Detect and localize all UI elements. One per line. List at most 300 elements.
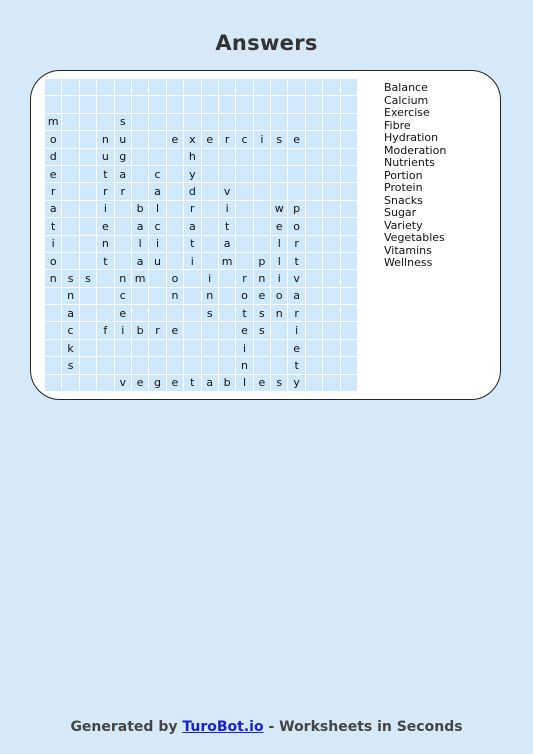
grid-cell	[323, 149, 340, 166]
grid-cell: t	[97, 166, 114, 183]
grid-cell	[341, 79, 358, 96]
answer-card	[30, 70, 501, 400]
grid-cell	[149, 270, 166, 287]
grid-cell: s	[80, 270, 97, 287]
grid-cell	[80, 201, 97, 218]
grid-cell	[271, 149, 288, 166]
grid-cell: t	[288, 253, 305, 270]
grid-cell	[254, 201, 271, 218]
grid-cell: o	[288, 218, 305, 235]
grid-cell	[149, 114, 166, 131]
grid-cell: a	[149, 183, 166, 200]
grid-cell	[184, 357, 201, 374]
grid-cell	[45, 79, 62, 96]
grid-cell: e	[254, 288, 271, 305]
grid-cell	[80, 96, 97, 113]
grid-cell: r	[115, 183, 132, 200]
grid-cell: b	[132, 201, 149, 218]
grid-cell: a	[184, 218, 201, 235]
grid-cell	[167, 114, 184, 131]
grid-cell: t	[45, 218, 62, 235]
grid-cell	[115, 357, 132, 374]
grid-cell	[80, 131, 97, 148]
grid-cell	[45, 288, 62, 305]
grid-cell	[184, 305, 201, 322]
word-list-item: Calcium	[384, 93, 429, 107]
grid-cell	[115, 201, 132, 218]
grid-cell: i	[97, 201, 114, 218]
grid-cell: v	[288, 270, 305, 287]
grid-cell: o	[271, 288, 288, 305]
grid-cell	[184, 340, 201, 357]
grid-cell	[306, 375, 323, 392]
grid-cell	[306, 357, 323, 374]
grid-cell	[271, 183, 288, 200]
grid-cell	[62, 114, 79, 131]
grid-cell	[80, 322, 97, 339]
grid-cell	[341, 340, 358, 357]
grid-cell: o	[167, 270, 184, 287]
grid-cell	[132, 149, 149, 166]
grid-cell: l	[271, 236, 288, 253]
grid-cell	[62, 166, 79, 183]
grid-cell	[341, 270, 358, 287]
grid-cell	[254, 149, 271, 166]
grid-cell	[45, 375, 62, 392]
grid-cell: p	[254, 253, 271, 270]
grid-cell: b	[219, 375, 236, 392]
grid-cell	[132, 357, 149, 374]
grid-cell	[97, 288, 114, 305]
word-list-item: Protein	[384, 181, 423, 194]
word-search-grid	[45, 79, 358, 392]
grid-cell	[323, 236, 340, 253]
grid-cell	[341, 375, 358, 392]
grid-cell	[202, 322, 219, 339]
grid-cell: g	[115, 149, 132, 166]
grid-cell	[132, 305, 149, 322]
word-list-item: Vegetables	[384, 231, 445, 244]
grid-cell: n	[97, 236, 114, 253]
turobot-link[interactable]: TuroBot.io	[182, 719, 264, 735]
grid-cell: u	[149, 253, 166, 270]
grid-cell	[149, 96, 166, 113]
grid-cell	[45, 340, 62, 357]
grid-cell	[236, 201, 253, 218]
grid-cell	[323, 166, 340, 183]
grid-cell	[62, 375, 79, 392]
grid-cell	[80, 288, 97, 305]
grid-cell: a	[132, 253, 149, 270]
grid-cell: v	[219, 183, 236, 200]
grid-cell	[306, 340, 323, 357]
grid-cell	[341, 96, 358, 113]
grid-cell	[80, 149, 97, 166]
grid-cell	[149, 79, 166, 96]
grid-cell	[219, 322, 236, 339]
grid-cell	[236, 96, 253, 113]
grid-cell	[80, 305, 97, 322]
grid-cell	[97, 357, 114, 374]
grid-cell	[184, 114, 201, 131]
grid-cell: r	[45, 183, 62, 200]
grid-cell: i	[45, 236, 62, 253]
grid-cell	[62, 218, 79, 235]
grid-cell	[306, 166, 323, 183]
grid-cell	[288, 183, 305, 200]
grid-cell: s	[115, 114, 132, 131]
grid-cell: a	[115, 166, 132, 183]
grid-cell: i	[271, 270, 288, 287]
grid-cell: e	[288, 131, 305, 148]
grid-cell: x	[184, 131, 201, 148]
grid-cell	[306, 114, 323, 131]
grid-cell: e	[288, 340, 305, 357]
grid-cell	[323, 288, 340, 305]
grid-cell	[80, 218, 97, 235]
grid-cell	[45, 96, 62, 113]
grid-cell	[271, 322, 288, 339]
grid-cell: n	[254, 270, 271, 287]
grid-cell	[323, 183, 340, 200]
grid-cell	[80, 166, 97, 183]
grid-cell	[167, 236, 184, 253]
grid-cell	[254, 114, 271, 131]
grid-cell	[202, 166, 219, 183]
grid-cell	[236, 166, 253, 183]
grid-cell: s	[271, 375, 288, 392]
grid-cell: f	[97, 322, 114, 339]
grid-cell	[167, 201, 184, 218]
grid-cell	[202, 96, 219, 113]
grid-cell	[323, 114, 340, 131]
grid-cell	[236, 114, 253, 131]
grid-cell: l	[132, 236, 149, 253]
footer	[0, 719, 533, 735]
grid-cell	[219, 149, 236, 166]
grid-cell: s	[202, 305, 219, 322]
grid-cell: a	[62, 305, 79, 322]
grid-cell: c	[149, 166, 166, 183]
grid-cell	[167, 96, 184, 113]
grid-cell: e	[167, 375, 184, 392]
grid-cell	[132, 131, 149, 148]
grid-cell: n	[236, 357, 253, 374]
grid-cell	[202, 236, 219, 253]
grid-cell: h	[184, 149, 201, 166]
grid-cell	[219, 340, 236, 357]
grid-cell	[236, 218, 253, 235]
grid-cell	[115, 96, 132, 113]
grid-cell	[149, 149, 166, 166]
grid-cell: s	[62, 270, 79, 287]
grid-cell: s	[254, 322, 271, 339]
grid-cell: e	[115, 305, 132, 322]
grid-cell	[97, 270, 114, 287]
grid-cell	[167, 218, 184, 235]
word-list-item: Portion	[384, 168, 423, 182]
grid-cell	[184, 79, 201, 96]
grid-cell	[115, 340, 132, 357]
footer-suffix: - Worksheets in Seconds	[268, 719, 463, 735]
grid-cell: n	[271, 305, 288, 322]
grid-cell	[115, 236, 132, 253]
grid-cell	[45, 322, 62, 339]
grid-cell	[288, 96, 305, 113]
grid-cell: e	[132, 375, 149, 392]
grid-cell: r	[184, 201, 201, 218]
grid-cell: e	[236, 322, 253, 339]
grid-cell	[219, 96, 236, 113]
grid-cell	[341, 357, 358, 374]
word-list	[384, 82, 446, 270]
grid-cell	[323, 218, 340, 235]
grid-cell: d	[184, 183, 201, 200]
grid-cell: s	[271, 131, 288, 148]
grid-cell	[271, 114, 288, 131]
grid-cell: p	[288, 201, 305, 218]
grid-cell: c	[236, 131, 253, 148]
grid-cell	[167, 253, 184, 270]
grid-cell: i	[219, 201, 236, 218]
grid-cell	[80, 253, 97, 270]
grid-cell	[254, 218, 271, 235]
grid-cell	[167, 79, 184, 96]
grid-cell	[184, 96, 201, 113]
grid-cell	[202, 183, 219, 200]
grid-cell	[80, 357, 97, 374]
grid-cell	[288, 114, 305, 131]
grid-cell: o	[45, 253, 62, 270]
grid-cell: i	[184, 253, 201, 270]
grid-cell	[202, 253, 219, 270]
grid-cell	[306, 236, 323, 253]
grid-cell	[115, 253, 132, 270]
grid-cell	[341, 201, 358, 218]
grid-cell	[132, 183, 149, 200]
grid-cell	[341, 149, 358, 166]
grid-cell	[323, 375, 340, 392]
grid-cell	[219, 79, 236, 96]
grid-cell: t	[97, 253, 114, 270]
word-list-item: Wellness	[384, 256, 433, 269]
grid-cell: t	[184, 375, 201, 392]
grid-cell: a	[202, 375, 219, 392]
grid-cell	[306, 201, 323, 218]
grid-cell	[167, 149, 184, 166]
grid-cell	[341, 253, 358, 270]
grid-cell	[132, 114, 149, 131]
grid-cell	[62, 96, 79, 113]
grid-cell	[306, 131, 323, 148]
grid-cell	[306, 270, 323, 287]
grid-cell	[167, 305, 184, 322]
grid-cell	[306, 79, 323, 96]
grid-cell: i	[149, 236, 166, 253]
word-list-item: Moderation	[384, 143, 447, 157]
grid-cell: r	[97, 183, 114, 200]
grid-cell	[202, 357, 219, 374]
grid-cell	[45, 305, 62, 322]
word-list-item: Vitamins	[384, 243, 432, 257]
grid-cell	[288, 149, 305, 166]
grid-cell: b	[132, 322, 149, 339]
grid-cell	[341, 322, 358, 339]
grid-cell	[254, 166, 271, 183]
grid-cell: e	[167, 131, 184, 148]
grid-cell	[97, 340, 114, 357]
grid-cell	[202, 149, 219, 166]
grid-cell	[271, 79, 288, 96]
grid-cell: l	[271, 253, 288, 270]
grid-cell: e	[271, 218, 288, 235]
grid-cell: k	[62, 340, 79, 357]
grid-cell	[236, 183, 253, 200]
grid-cell	[219, 288, 236, 305]
grid-cell: m	[45, 114, 62, 131]
grid-cell: t	[219, 218, 236, 235]
grid-cell	[323, 79, 340, 96]
grid-cell	[341, 288, 358, 305]
grid-cell	[62, 236, 79, 253]
grid-cell	[62, 201, 79, 218]
grid-cell: e	[202, 131, 219, 148]
grid-cell	[323, 131, 340, 148]
grid-cell	[80, 375, 97, 392]
grid-cell	[80, 236, 97, 253]
grid-cell	[254, 236, 271, 253]
grid-cell	[132, 96, 149, 113]
grid-cell	[341, 305, 358, 322]
grid-cell: a	[288, 288, 305, 305]
grid-cell: u	[115, 131, 132, 148]
grid-cell: n	[115, 270, 132, 287]
word-list-item: Hydration	[384, 131, 439, 144]
grid-cell	[149, 357, 166, 374]
grid-cell	[202, 340, 219, 357]
grid-cell	[80, 114, 97, 131]
word-list-item: Balance	[384, 81, 428, 94]
grid-cell: n	[45, 270, 62, 287]
grid-cell: c	[62, 322, 79, 339]
grid-cell: o	[236, 288, 253, 305]
grid-cell	[236, 236, 253, 253]
grid-cell	[341, 131, 358, 148]
grid-cell	[202, 218, 219, 235]
grid-cell	[323, 201, 340, 218]
grid-cell: n	[62, 288, 79, 305]
grid-cell	[167, 166, 184, 183]
grid-cell	[271, 166, 288, 183]
grid-cell	[288, 79, 305, 96]
grid-cell: e	[254, 375, 271, 392]
grid-cell	[306, 305, 323, 322]
grid-cell	[306, 322, 323, 339]
grid-cell	[288, 166, 305, 183]
page-title: Answers	[215, 31, 318, 55]
grid-cell	[236, 253, 253, 270]
grid-cell	[202, 201, 219, 218]
grid-cell: l	[236, 375, 253, 392]
word-list-item: Variety	[384, 218, 423, 232]
grid-cell: e	[97, 218, 114, 235]
grid-cell: e	[167, 322, 184, 339]
grid-cell	[323, 96, 340, 113]
grid-cell: t	[184, 236, 201, 253]
grid-cell	[97, 79, 114, 96]
grid-cell	[115, 79, 132, 96]
grid-cell	[167, 357, 184, 374]
grid-cell	[306, 218, 323, 235]
grid-cell: m	[132, 270, 149, 287]
grid-cell	[132, 79, 149, 96]
grid-cell	[97, 375, 114, 392]
grid-cell: c	[115, 288, 132, 305]
grid-cell	[306, 149, 323, 166]
grid-cell: y	[184, 166, 201, 183]
grid-cell	[132, 340, 149, 357]
grid-cell	[132, 288, 149, 305]
grid-cell	[323, 340, 340, 357]
grid-cell	[202, 79, 219, 96]
grid-cell	[167, 183, 184, 200]
grid-cell	[271, 340, 288, 357]
grid-cell	[236, 149, 253, 166]
grid-cell	[149, 288, 166, 305]
grid-cell	[306, 288, 323, 305]
grid-cell: y	[288, 375, 305, 392]
grid-cell	[80, 340, 97, 357]
grid-cell	[167, 340, 184, 357]
grid-cell: t	[236, 305, 253, 322]
grid-cell	[80, 183, 97, 200]
grid-cell	[202, 114, 219, 131]
grid-cell	[271, 96, 288, 113]
grid-cell: i	[288, 322, 305, 339]
grid-cell	[132, 166, 149, 183]
grid-cell: r	[236, 270, 253, 287]
grid-cell	[62, 131, 79, 148]
grid-cell: a	[219, 236, 236, 253]
grid-cell	[149, 305, 166, 322]
grid-cell	[219, 166, 236, 183]
grid-cell: w	[271, 201, 288, 218]
grid-cell	[306, 96, 323, 113]
grid-cell	[306, 183, 323, 200]
grid-cell	[341, 218, 358, 235]
grid-cell	[97, 305, 114, 322]
grid-cell: r	[149, 322, 166, 339]
grid-cell	[184, 288, 201, 305]
grid-cell: o	[45, 131, 62, 148]
grid-cell: s	[62, 357, 79, 374]
grid-cell: t	[288, 357, 305, 374]
grid-cell	[219, 114, 236, 131]
grid-cell	[149, 131, 166, 148]
grid-cell: c	[149, 218, 166, 235]
grid-cell: d	[45, 149, 62, 166]
grid-cell	[115, 218, 132, 235]
footer-prefix: Generated by	[70, 719, 178, 735]
word-list-item: Nutrients	[384, 156, 435, 169]
grid-cell	[97, 96, 114, 113]
word-list-item: Exercise	[384, 106, 430, 119]
word-list-item: Sugar	[384, 206, 417, 219]
grid-cell	[184, 322, 201, 339]
grid-cell	[323, 253, 340, 270]
grid-cell: e	[45, 166, 62, 183]
grid-cell	[254, 79, 271, 96]
